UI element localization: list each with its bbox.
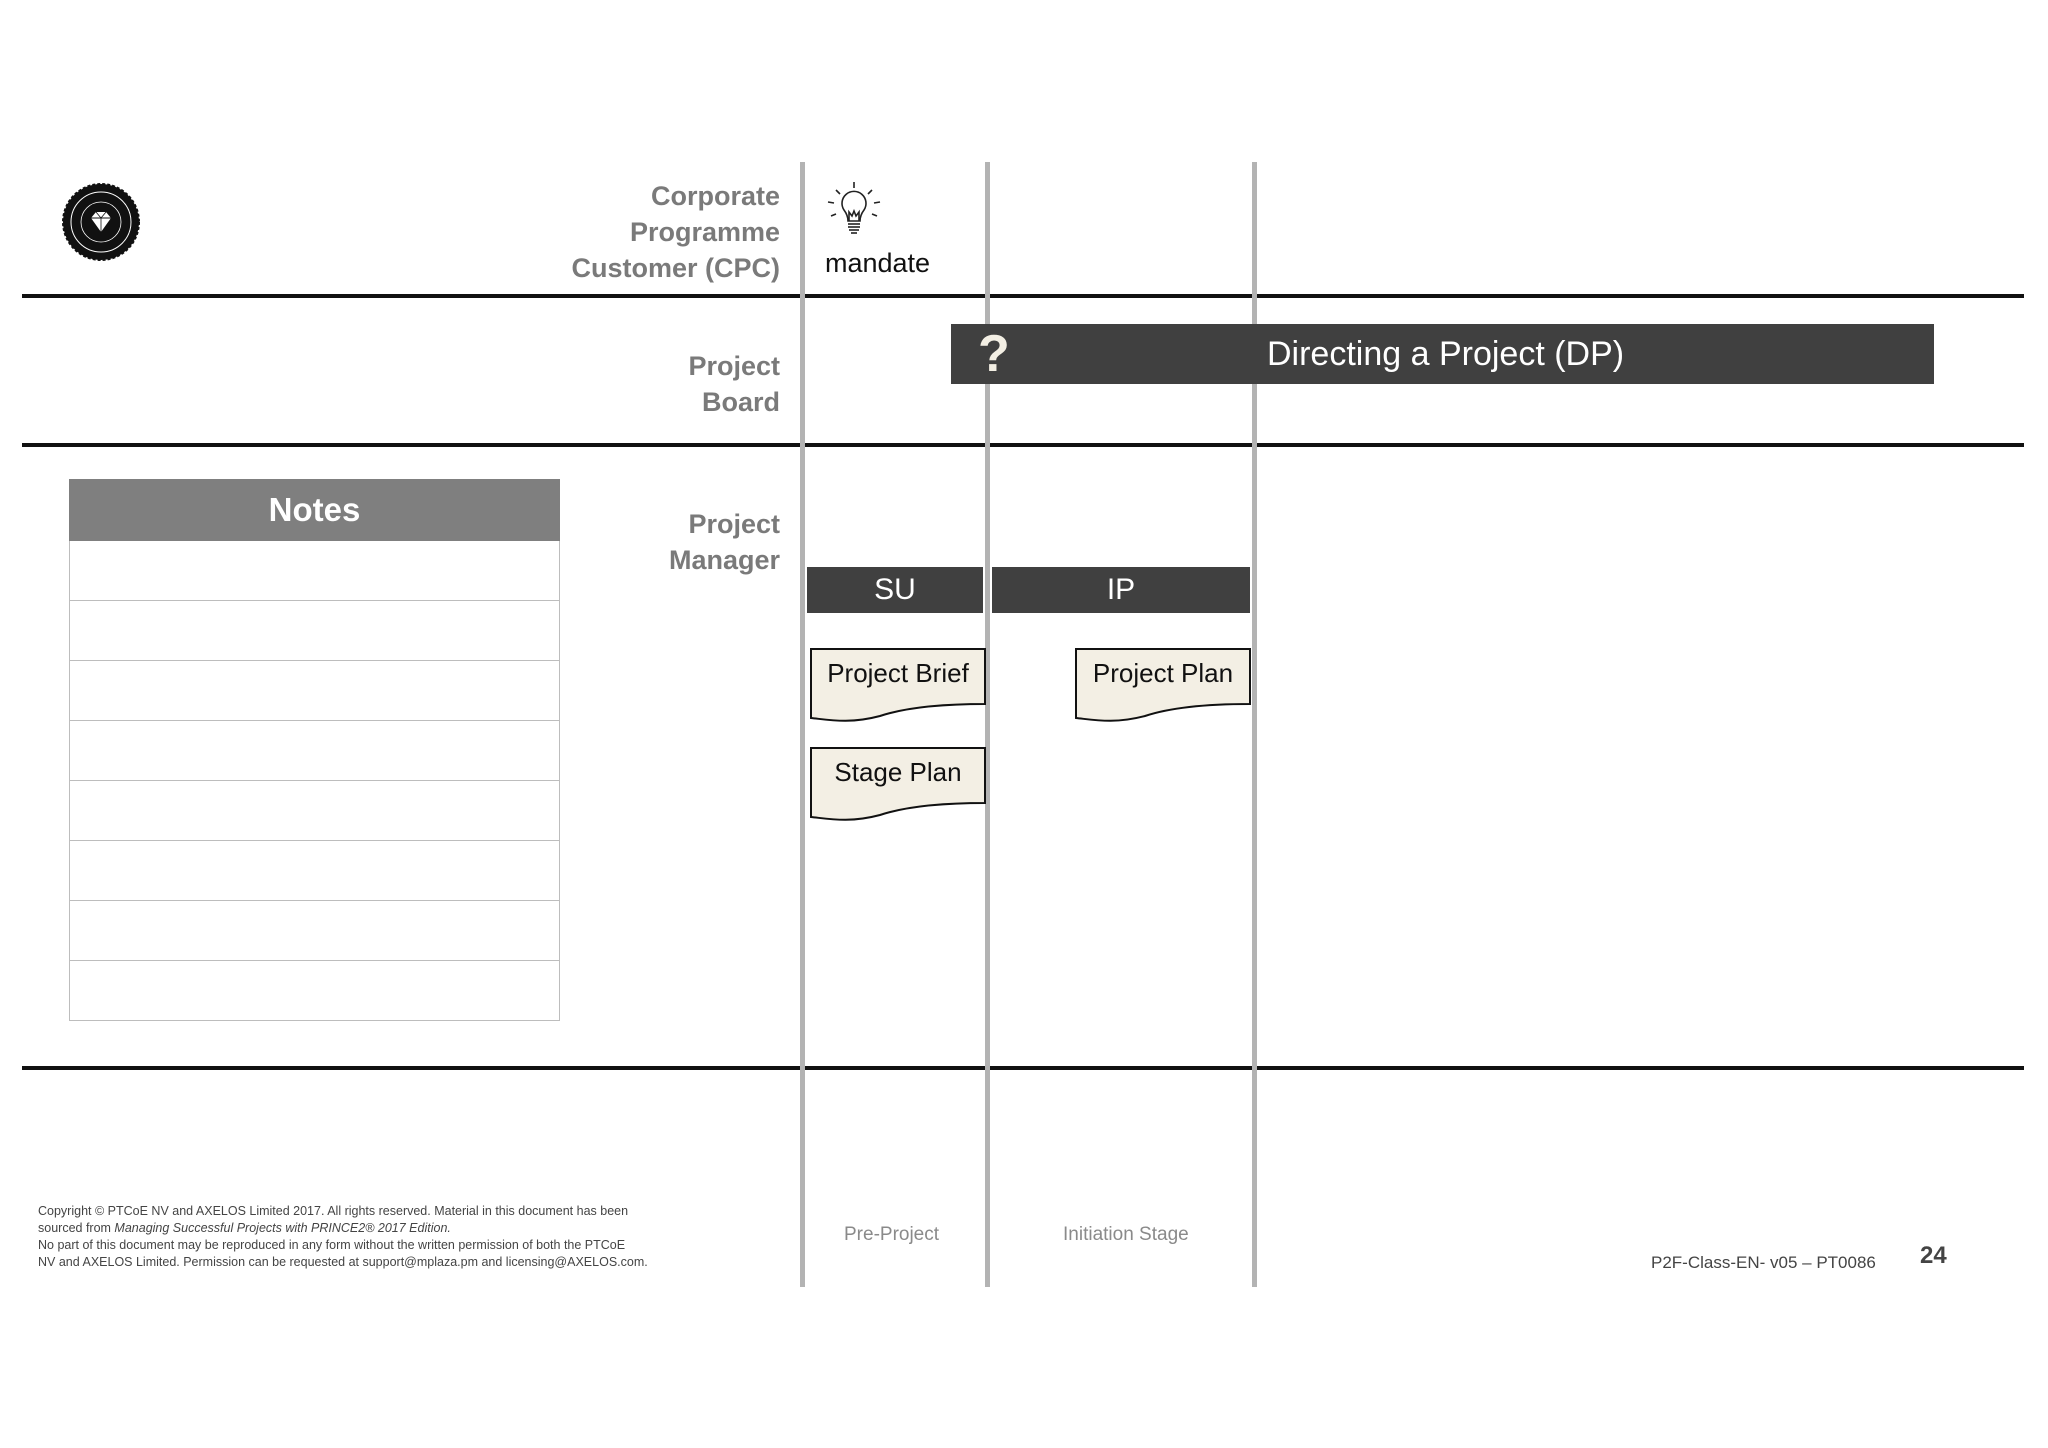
notes-row[interactable] [69, 841, 560, 901]
mandate-label: mandate [825, 248, 931, 278]
role-cpc-line2: Programme [629, 217, 780, 247]
copyright-line-3: No part of this document may be reproduced in any form without the written permission of both the PTCoE [38, 1238, 626, 1252]
notes-row[interactable] [69, 721, 560, 781]
project-plan-document [1075, 648, 1251, 722]
stage-label-initiation: Initiation Stage [1063, 1224, 1189, 1245]
stage-plan-document [810, 747, 986, 821]
ip-process-bar: IP [992, 567, 1250, 613]
role-cpc-line3: Customer (CPC) [571, 253, 780, 283]
role-manager [669, 506, 780, 578]
project-brief-label: Project Brief [827, 658, 969, 688]
stage-plan-label: Stage Plan [834, 757, 962, 787]
notes-row[interactable] [69, 901, 560, 961]
su-process-bar: SU [807, 567, 983, 613]
dp-label: Directing a Project (DP) [1267, 335, 1625, 373]
lightbulb-icon [822, 180, 886, 246]
page-number: 24 [1920, 1242, 1947, 1269]
notes-title: Notes [69, 479, 560, 541]
notes-row[interactable] [69, 601, 560, 661]
project-plan-label: Project Plan [1092, 658, 1234, 688]
notes-panel [69, 479, 560, 1021]
cpc-lane-divider [22, 294, 2024, 298]
copyright-line-2-prefix: sourced from [38, 1221, 115, 1235]
notes-row[interactable] [69, 541, 560, 601]
role-board-line1: Project [688, 351, 780, 381]
role-manager-line1: Project [688, 509, 780, 539]
copyright-notice [38, 1203, 738, 1271]
copyright-line-1: Copyright © PTCoE NV and AXELOS Limited 2017. All rights reserved. Material in this document has been [38, 1204, 629, 1218]
role-board-line2: Board [701, 387, 780, 417]
copyright-line-2 [38, 1220, 738, 1237]
dp-question-mark: ? [978, 325, 1010, 383]
project-brief-document [810, 648, 986, 722]
role-cpc-line1: Corporate [650, 181, 780, 211]
stage-divider-1 [800, 162, 805, 1287]
role-board [688, 348, 780, 420]
copyright-line-4: NV and AXELOS Limited. Permission can be requested at support@mplaza.pm and licensing@AXELOS.com. [38, 1255, 648, 1269]
ptcoe-logo-icon [61, 182, 141, 262]
copyright-line-2-book-title: Managing Successful Projects with PRINCE2® 2017 Edition. [114, 1221, 451, 1235]
document-code: P2F-Class-EN- v05 – PT0086 [1651, 1253, 1876, 1272]
stage-label-pre-project: Pre-Project [844, 1224, 940, 1245]
role-manager-line2: Manager [668, 545, 780, 575]
role-cpc [571, 178, 780, 286]
manager-lane-divider [22, 1066, 2024, 1070]
notes-row[interactable] [69, 781, 560, 841]
notes-row[interactable] [69, 661, 560, 721]
board-lane-divider [22, 443, 2024, 447]
notes-row[interactable] [69, 961, 560, 1021]
